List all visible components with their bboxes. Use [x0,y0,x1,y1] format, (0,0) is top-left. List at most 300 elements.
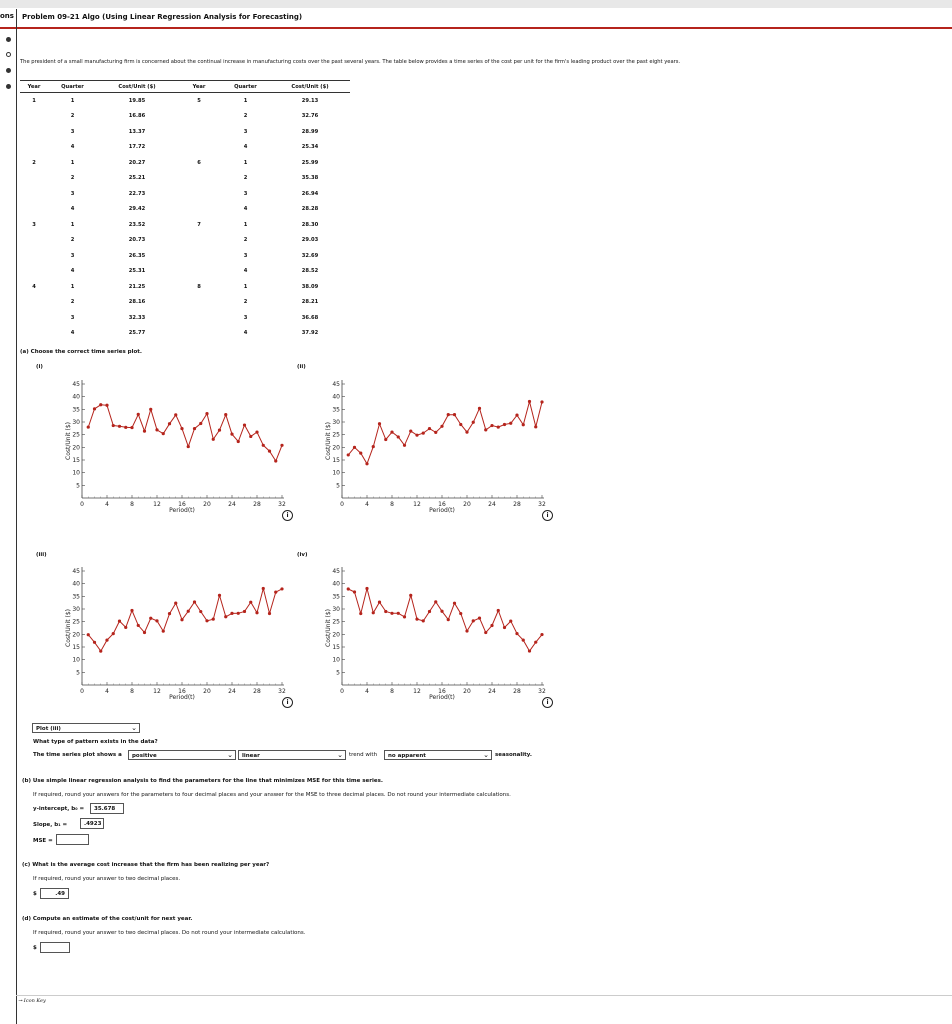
data-point [390,612,393,615]
intercept-input[interactable]: 35.678 [90,803,124,814]
y-tick-label: 25 [72,618,80,626]
table-cell: 2 [243,175,248,182]
table-cell: 1 [70,159,75,166]
table-cell: 3 [243,252,248,259]
series-line [348,589,542,652]
data-point [87,425,90,428]
data-point [509,620,512,623]
info-icon[interactable]: i [282,510,293,521]
y-tick-label: 25 [72,431,80,439]
data-point [390,431,393,434]
col-header: Year [177,81,221,93]
data-point [249,601,252,604]
y-tick-label: 45 [332,381,340,388]
info-icon[interactable]: i [542,510,553,521]
plot-label: (ii) [297,364,306,370]
data-point [347,587,350,590]
data-point [118,425,121,428]
data-point [124,426,127,429]
data-point [137,413,140,416]
x-tick-label: 8 [130,501,134,508]
table-cell: 28.52 [301,268,319,275]
table-cell: 28.30 [301,221,319,228]
data-point [503,626,506,629]
data-point [93,407,96,410]
currency-symbol: $ [33,891,37,897]
table-cell [20,233,48,249]
data-point [180,618,183,621]
data-point [168,422,171,425]
divider [16,995,952,996]
table-cell: 4 [70,144,75,151]
data-point [440,425,443,428]
table-cell: 2 [243,113,248,120]
chevron-down-icon: ⌄ [227,751,233,759]
data-point [478,407,481,410]
x-axis-label: Period(t) [429,694,455,701]
x-tick-label: 12 [153,688,161,695]
table-cell: 3 [70,128,75,135]
table-row [20,310,350,326]
data-point [453,602,456,605]
data-point [503,423,506,426]
data-point [490,624,493,627]
data-point [428,427,431,430]
table-cell: 25.21 [128,175,146,182]
table-cell [20,171,48,187]
table-cell: 13.37 [128,128,146,135]
data-point [484,428,487,431]
table-row [20,233,350,249]
table-cell [177,140,221,156]
pattern-direction-select[interactable] [128,750,236,760]
table-cell: 3 [70,190,75,197]
data-point [168,612,171,615]
x-tick-label: 32 [538,688,546,695]
data-point [459,612,462,615]
col-header: Quarter [48,81,97,93]
mse-label: MSE = [33,838,53,844]
y-tick-label: 45 [332,568,340,575]
x-tick-label: 8 [130,688,134,695]
data-point [237,612,240,615]
table-cell: 2 [70,175,75,182]
table-cell: 3 [243,314,248,321]
data-point [268,612,271,615]
table-cell: 25.77 [128,330,146,337]
tab-fragment[interactable]: ons [0,12,14,20]
x-tick-label: 8 [390,501,394,508]
cost-table [20,80,350,341]
table-cell: 1 [243,97,248,104]
data-point [212,438,215,441]
pattern-shape-value: linear [242,753,260,759]
table-cell: 1 [243,221,248,228]
table-cell [20,264,48,280]
slope-label: Slope, b₁ = [33,822,68,828]
y-tick-label: 20 [332,631,340,639]
table-cell: 1 [243,159,248,166]
pattern-prefix: The time series plot shows a [33,752,122,758]
y-axis-label: Cost/Unit ($) [325,609,332,647]
table-cell [20,326,48,342]
col-header: Year [20,81,48,93]
top-bar [0,0,952,8]
table-cell [177,171,221,187]
y-tick-label: 35 [72,593,80,601]
plot-select-value: Plot (iii) [36,726,61,732]
info-icon[interactable]: i [282,697,293,708]
data-point [237,440,240,443]
data-point [365,462,368,465]
data-point [280,444,283,447]
data-point [378,422,381,425]
table-cell: 36.68 [301,314,319,321]
seasonality-select[interactable] [384,750,492,760]
data-point [162,630,165,633]
y-tick-label: 25 [332,618,340,626]
y-tick-label: 20 [72,631,80,639]
data-point [112,424,115,427]
data-point [230,433,233,436]
table-row [20,217,350,233]
data-point [353,590,356,593]
data-point [262,587,265,590]
data-point [440,610,443,613]
data-point [99,403,102,406]
next-year-estimate-input[interactable] [40,942,70,953]
x-tick-label: 28 [513,501,521,508]
y-tick-label: 20 [332,444,340,452]
table-cell: 1 [70,221,75,228]
data-point [149,408,152,411]
x-tick-label: 12 [153,501,161,508]
data-point [434,600,437,603]
table-cell: 25.99 [301,159,319,166]
part-b-instructions: If required, round your answers for the parameters to four decimal places and your answer for the MSE to three decimal places. Do not round your intermediate calculations. [33,792,511,798]
left-divider [16,9,17,1024]
x-tick-label: 4 [105,501,109,508]
x-tick-label: 24 [228,688,236,695]
data-point [143,631,146,634]
table-cell: 26.35 [128,252,146,259]
x-tick-label: 16 [178,688,186,695]
table-row [20,202,350,218]
table-cell: 25.31 [128,268,146,275]
y-tick-label: 5 [336,482,340,490]
table-cell: 2 [32,159,36,166]
table-row [20,93,350,109]
table-cell: 2 [70,299,75,306]
data-point [472,619,475,622]
data-point [397,435,400,438]
table-cell: 1 [32,97,36,104]
x-tick-label: 24 [488,501,496,508]
data-point [230,612,233,615]
part-c-instructions: If required, round your answer to two decimal places. [33,876,181,882]
x-tick-label: 24 [228,501,236,508]
table-cell: 16.86 [128,113,146,120]
table-cell [20,295,48,311]
data-point [105,639,108,642]
x-tick-label: 8 [390,688,394,695]
x-tick-label: 16 [438,688,446,695]
data-point [403,444,406,447]
x-tick-label: 0 [340,501,344,508]
data-point [143,430,146,433]
data-point [118,620,121,623]
slope-input[interactable]: .4923 [80,818,104,829]
table-cell [20,140,48,156]
data-point [378,601,381,604]
data-point [224,413,227,416]
table-cell: 7 [197,221,201,228]
data-point [255,431,258,434]
x-tick-label: 0 [340,688,344,695]
data-point [465,629,468,632]
x-tick-label: 0 [80,501,84,508]
data-point [528,649,531,652]
data-point [180,427,183,430]
table-cell: 3 [243,190,248,197]
table-row [20,326,350,342]
data-point [262,444,265,447]
table-row [20,109,350,125]
x-tick-label: 28 [253,688,261,695]
data-point [99,650,102,653]
seasonality-value: no apparent [388,753,426,759]
annual-increase-input[interactable]: .49 [40,888,69,899]
x-tick-label: 32 [278,501,286,508]
data-point [403,615,406,618]
y-axis-label: Cost/Unit ($) [325,422,332,460]
nav-dot-icon[interactable] [6,37,11,42]
x-axis-label: Period(t) [169,507,195,514]
x-tick-label: 24 [488,688,496,695]
x-tick-label: 32 [278,688,286,695]
plot-label: (i) [36,364,43,370]
col-header: Quarter [221,81,270,93]
table-cell [177,202,221,218]
table-cell [177,124,221,140]
table-cell: 22.73 [128,190,146,197]
data-point [447,413,450,416]
y-tick-label: 5 [76,669,80,677]
table-cell [20,310,48,326]
table-cell: 4 [70,206,75,213]
data-point [130,426,133,429]
x-axis-label: Period(t) [169,694,195,701]
table-cell: 4 [243,206,248,213]
part-d-instructions: If required, round your answer to two decimal places. Do not round your intermediate calculations. [33,930,306,936]
table-cell: 32.33 [128,314,146,321]
table-cell: 2 [70,237,75,244]
data-point [384,610,387,613]
part-d-prompt: (d) Compute an estimate of the cost/unit for next year. [22,916,193,922]
x-tick-label: 20 [463,501,471,508]
part-c-prompt: (c) What is the average cost increase that the firm has been realizing per year? [22,862,270,868]
data-point [409,594,412,597]
x-tick-label: 28 [253,501,261,508]
x-tick-label: 4 [365,688,369,695]
table-cell: 28.28 [301,206,319,213]
y-tick-label: 35 [72,406,80,414]
table-cell [20,109,48,125]
table-cell: 29.13 [301,97,319,104]
data-point [397,612,400,615]
data-point [274,459,277,462]
data-point [540,633,543,636]
y-axis-label: Cost/Unit ($) [65,609,72,647]
table-cell: 1 [70,283,75,290]
chart-plot-i [52,370,292,520]
series-line [88,405,282,461]
x-axis-label: Period(t) [429,507,455,514]
x-tick-label: 12 [413,688,421,695]
y-tick-label: 25 [332,431,340,439]
table-cell: 17.72 [128,144,146,151]
y-tick-label: 15 [72,457,80,464]
table-cell: 26.94 [301,190,319,197]
y-tick-label: 30 [72,419,80,426]
nav-dot-icon[interactable] [6,68,11,73]
data-point [274,590,277,593]
x-tick-label: 20 [203,501,211,508]
table-cell: 1 [243,283,248,290]
x-tick-label: 32 [538,501,546,508]
data-point [484,631,487,634]
y-tick-label: 35 [332,406,340,414]
table-cell: 4 [243,330,248,337]
table-cell: 29.42 [128,206,146,213]
table-cell: 29.03 [301,237,319,244]
data-point [459,423,462,426]
chevron-down-icon: ⌄ [337,751,343,759]
data-point [534,425,537,428]
table-cell [20,202,48,218]
data-point [280,587,283,590]
table-cell: 20.73 [128,237,146,244]
table-row [20,264,350,280]
table-cell: 3 [70,252,75,259]
data-point [359,452,362,455]
x-tick-label: 20 [203,688,211,695]
table-row [20,124,350,140]
table-cell: 28.99 [301,128,319,135]
data-point [205,619,208,622]
y-tick-label: 40 [332,580,340,588]
data-point [490,424,493,427]
table-cell: 3 [32,221,36,228]
chart-plot-iv [312,557,552,707]
table-row [20,295,350,311]
data-point [205,412,208,415]
series-line [88,589,282,652]
data-point [249,435,252,438]
table-cell [177,233,221,249]
table-cell: 3 [70,314,75,321]
x-tick-label: 16 [438,501,446,508]
pattern-shape-select[interactable] [238,750,346,760]
table-cell: 2 [243,237,248,244]
y-tick-label: 5 [76,482,80,490]
data-point [218,429,221,432]
data-point [534,641,537,644]
table-cell: 3 [243,128,248,135]
table-header-row [20,81,350,93]
info-icon[interactable]: i [542,697,553,708]
data-point [193,427,196,430]
y-tick-label: 40 [72,580,80,588]
data-point [87,633,90,636]
y-tick-label: 20 [72,444,80,452]
data-point [372,611,375,614]
data-point [224,615,227,618]
currency-symbol: $ [33,945,37,951]
page-title: Problem 09-21 Algo (Using Linear Regression Analysis for Forecasting) [22,13,303,21]
data-point [243,423,246,426]
chart-plot-iii [52,557,292,707]
x-tick-label: 4 [105,688,109,695]
table-cell: 4 [70,330,75,337]
data-point [409,430,412,433]
table-cell [177,310,221,326]
nav-dot-current-icon[interactable] [6,52,11,57]
icon-key-label: Icon Key [23,998,46,1004]
problem-intro: The president of a small manufacturing firm is concerned about the continual increase in manufacturing costs over the past several years. The table below provides a time series of the cost per unit for the firm's leading product over the past eight years. [20,59,681,65]
icon-key[interactable] [18,998,46,1004]
y-tick-label: 10 [332,656,340,664]
table-cell: 38.09 [301,283,319,290]
seasonality-label: seasonality. [495,752,532,758]
part-a-prompt: (a) Choose the correct time series plot. [20,349,142,355]
chevron-down-icon: ⌄ [131,724,137,732]
table-cell: 21.25 [128,283,146,290]
mse-input[interactable] [56,834,89,845]
table-cell [20,124,48,140]
data-point [472,421,475,424]
table-cell: 28.21 [301,299,319,306]
y-tick-label: 15 [72,644,80,651]
y-tick-label: 10 [72,469,80,477]
intercept-label: y-intercept, b₀ = [33,806,85,812]
y-tick-label: 40 [72,393,80,401]
data-point [162,432,165,435]
y-tick-label: 45 [72,381,80,388]
table-cell: 4 [32,283,36,290]
table-cell [20,186,48,202]
x-tick-label: 4 [365,501,369,508]
data-point [497,425,500,428]
plot-label: (iii) [36,552,47,558]
table-cell: 35.38 [301,175,319,182]
data-point [428,610,431,613]
x-tick-label: 20 [463,688,471,695]
table-cell: 25.34 [301,144,319,151]
nav-dot-icon[interactable] [6,84,11,89]
y-tick-label: 35 [332,593,340,601]
table-cell: 20.27 [128,159,146,166]
data-point [497,609,500,612]
table-cell: 8 [197,283,201,290]
table-row [20,155,350,171]
data-point [212,618,215,621]
data-point [155,619,158,622]
data-point [415,434,418,437]
plot-select[interactable] [32,723,140,733]
trend-with-label: trend with [349,752,378,758]
data-point [447,618,450,621]
